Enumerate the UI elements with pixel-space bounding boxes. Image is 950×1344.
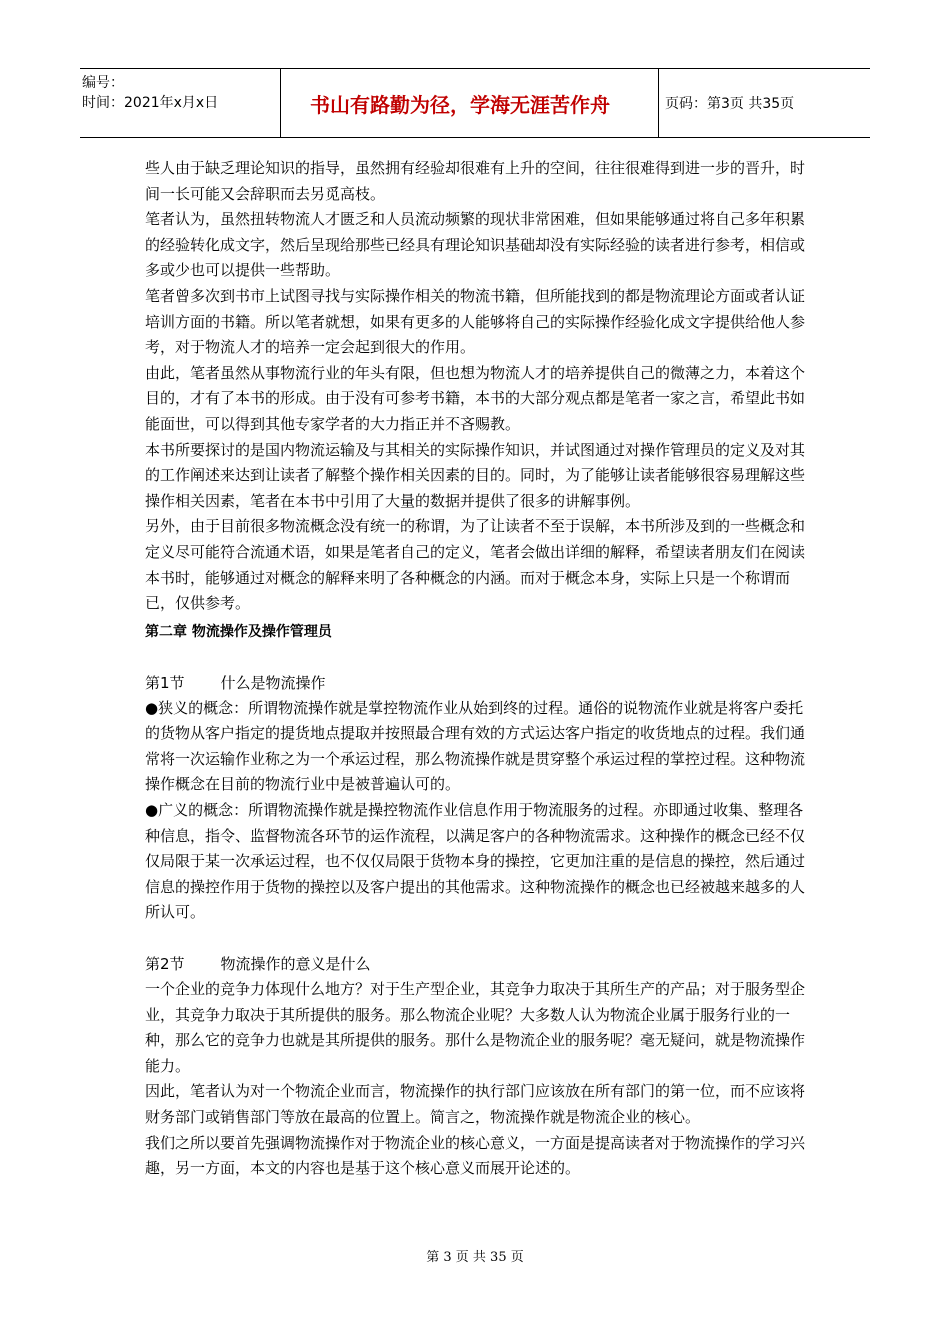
body-paragraph: 因此，笔者认为对一个物流企业而言，物流操作的执行部门应该放在所有部门的第一位，而不应该将财务部门或销售部门等放在最高的位置上。简言之，物流操作就是物流企业的核心。 [145,1082,806,1126]
body-paragraph: 我们之所以要首先强调物流操作对于物流企业的核心意义，一方面是提高读者对于物流操作的学习兴趣，另一方面，本文的内容也是基于这个核心意义而展开论述的。 [145,1133,806,1178]
section-heading [145,951,805,977]
section-label: 第1节 [145,673,185,692]
spacer [145,645,805,670]
chapter-title: 第二章 物流操作及操作管理员 [145,623,332,640]
body-paragraph: 些人由于缺乏理论知识的指导，虽然拥有经验却很难有上升的空间，往往很难得到进一步的晋升，时间一长可能又会辞职而去另觅高枝。 [145,159,806,203]
header-divider [280,69,281,137]
page-footer: 第 3 页 共 35 页 [426,1250,524,1265]
body-paragraph: 本书所要探讨的是国内物流运输及与其相关的实际操作知识，并试图通过对操作管理员的定义及对其的工作阐述来达到让读者了解整个操作相关因素的目的。同时，为了能够让读者能够很容易理解这些操作相关因素，笔者在本书中引用了大量的数据并提供了很多的讲解事例。 [145,440,806,510]
document-number-label: 编号： [82,75,124,91]
header-page-info: 页码：第3页 共35页 [665,96,795,112]
document-body [145,156,805,1182]
header-meta [82,73,218,113]
section-title: 物流操作的意义是什么 [220,955,371,974]
body-paragraph: ●广义的概念：所谓物流操作就是操控物流作业信息作用于物流服务的过程。亦即通过收集、整理各种信息，指令、监督物流各环节的运作流程，以满足客户的各种物流需求。这种操作的概念已经不仅仅局限于某一次承运过程，也不仅仅局限于货物本身的操控，它更加注重的是信息的操控，然后通过信息的操控作用于货物的操控以及客户提出的其他需求。这种物流操作的概念也已经被越来越多的人所认可。 [145,801,806,922]
document-date: 时间：2021年x月x日 [82,95,219,111]
body-paragraph: ●狭义的概念：所谓物流操作就是掌控物流作业从始到终的过程。通俗的说物流作业就是将客户委托的货物从客户指定的提货地点提取并按照最合理有效的方式运达客户指定的收货地点的过程。我们通常将一次运输作业称之为一个承运过程，那么物流操作就是贯穿整个承运过程的掌控过程。这种物流操作概念在目前的物流行业中是被普遍认可的。 [145,698,806,794]
body-paragraph: 另外，由于目前很多物流概念没有统一的称谓，为了让读者不至于误解，本书所涉及到的一些概念和定义尽可能符合流通术语，如果是笔者自己的定义，笔者会做出详细的解释，希望读者朋友们在阅读本书时，能够通过对概念的解释来明了各种概念的内涵。而对于概念本身，实际上只是一个称谓而已，仅供参考。 [145,517,806,613]
body-paragraph: 由此，笔者虽然从事物流行业的年头有限，但也想为物流人才的培养提供自己的微薄之力，本着这个目的，才有了本书的形成。由于没有可参考书籍，本书的大部分观点都是笔者一家之言，希望此书如能面世，可以得到其他专家学者的大力指正并不吝赐教。 [145,363,806,433]
body-paragraph: 笔者认为，虽然扭转物流人才匮乏和人员流动频繁的现状非常困难，但如果能够通过将自己多年积累的经验转化成文字，然后呈现给那些已经具有理论知识基础却没有实际经验的读者进行参考，相信或多或少也可以提供一些帮助。 [145,210,806,280]
page-header [80,68,870,138]
section-heading [145,670,805,696]
section-title: 什么是物流操作 [220,673,326,692]
spacer [145,926,805,951]
header-divider [658,69,659,137]
body-paragraph: 一个企业的竞争力体现什么地方？对于生产型企业，其竞争力取决于其所生产的产品；对于服务型企业，其竞争力取决于其所提供的服务。那么物流企业呢？大多数人认为物流企业属于服务行业的一种，那么它的竞争力也就是其所提供的服务。那什么是物流企业的服务呢？毫无疑问，就是物流操作能力。 [145,980,806,1075]
body-paragraph: 笔者曾多次到书市上试图寻找与实际操作相关的物流书籍，但所能找到的都是物流理论方面或者认证培训方面的书籍。所以笔者就想，如果有更多的人能够将自己的实际操作经验化成文字提供给他人参考，对于物流人才的培养一定会起到很大的作用。 [145,286,806,357]
header-motto: 书山有路勤为径，学海无涯苦作舟 [310,92,610,117]
section-label: 第2节 [145,955,185,974]
